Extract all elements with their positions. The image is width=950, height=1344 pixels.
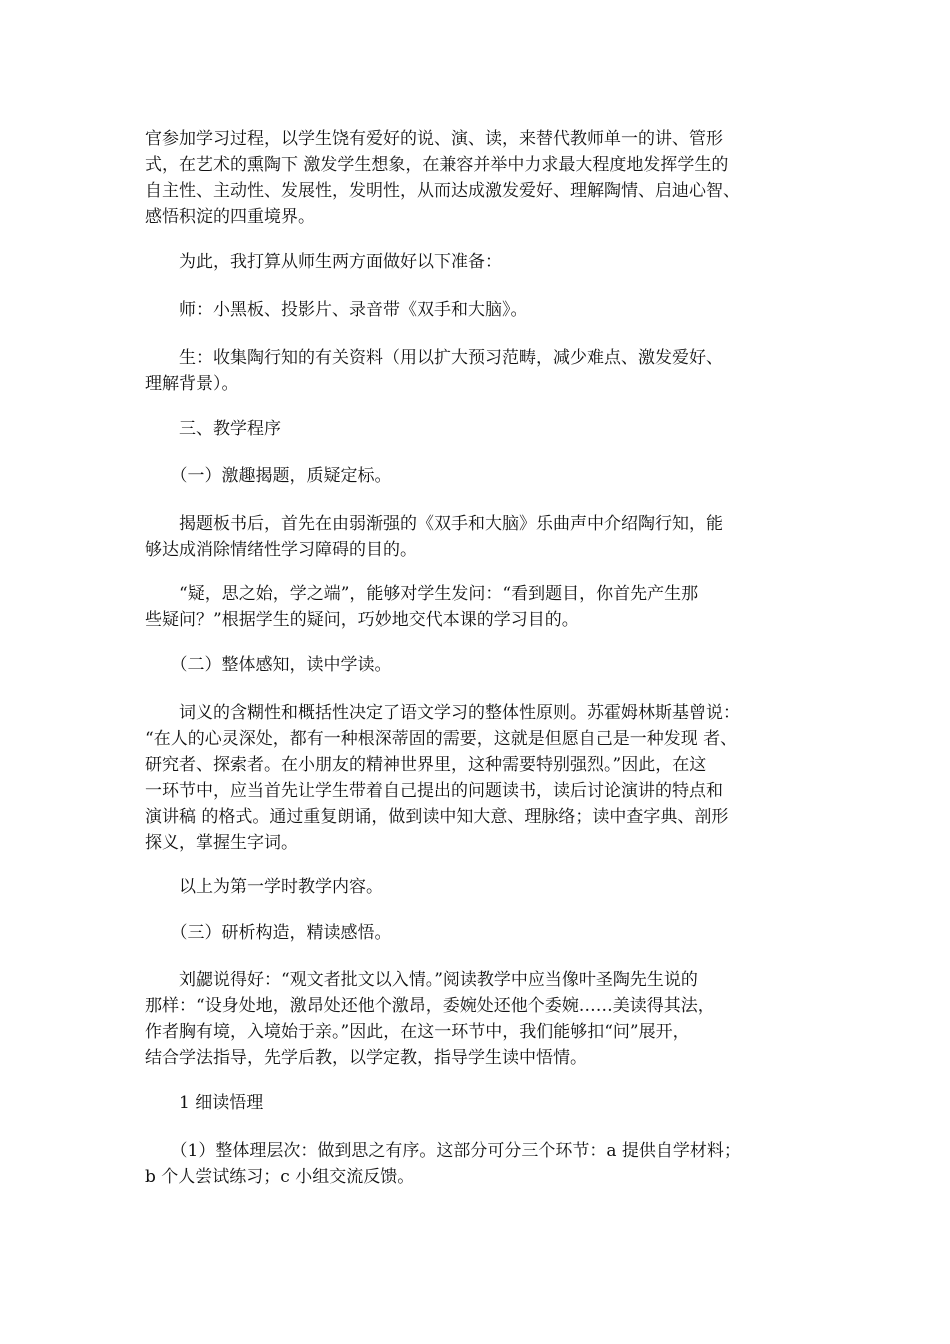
text-line: 官参加学习过程，以学生饶有爱好的说、演、读，来替代教师单一的讲、管形 [145, 129, 723, 149]
text-line: （三）研析构造，精读感悟。 [145, 923, 392, 943]
paragraph-teacher-prep [145, 297, 825, 323]
subheading-1 [145, 1090, 825, 1116]
text-line: 作者胸有境，入境始于亲。”因此，在这一环节中，我们能够扣“问”展开， [145, 1022, 690, 1042]
text-line: 1 细读悟理 [145, 1093, 264, 1113]
text-line: “疑，思之始，学之端”，能够对学生发问：“看到题目，你首先产生那 [145, 584, 699, 604]
text-line: 结合学法指导，先学后教，以学定教，指导学生读中悟情。 [145, 1048, 587, 1068]
text-line: 一环节中，应当首先让学生带着自己提出的问题读书，读后讨论演讲的特点和 [145, 781, 723, 801]
text-line: 探义，掌握生字词。 [145, 833, 298, 853]
text-line: 师：小黑板、投影片、录音带《双手和大脑》。 [145, 300, 528, 320]
paragraph-preparation-intro [145, 249, 825, 275]
text-line: b 个人尝试练习；c 小组交流反馈。 [145, 1167, 415, 1187]
paragraph-student-prep [145, 345, 825, 397]
section-heading-teaching-procedure [145, 416, 825, 442]
text-line: 研究者、探索者。在小朋友的精神世界里，这种需要特别强烈。”因此，在这 [145, 755, 707, 775]
text-line: 理解背景）。 [145, 374, 239, 394]
text-line: 以上为第一学时教学内容。 [145, 877, 383, 897]
text-line: 生：收集陶行知的有关资料（用以扩大预习范畴，减少难点、激发爱好、 [145, 348, 723, 368]
paragraph-step-1-question [145, 581, 825, 633]
text-line: 揭题板书后，首先在由弱渐强的《双手和大脑》乐曲声中介绍陶行知，能 [145, 514, 723, 534]
text-line: 演讲稿 的格式。通过重复朗诵，做到读中知大意、理脉络；读中查字典、剖形 [145, 807, 729, 827]
text-line: 三、教学程序 [145, 419, 281, 439]
text-line: （一）激趣揭题，质疑定标。 [145, 466, 392, 486]
text-line: 些疑问？”根据学生的疑问，巧妙地交代本课的学习目的。 [145, 610, 579, 630]
text-line: “在人的心灵深处，都有一种根深蒂固的需要，这就是但愿自己是一种发现 者、 [145, 729, 738, 749]
text-line: （二）整体感知，读中学读。 [145, 655, 392, 675]
text-line: （1）整体理层次：做到思之有序。这部分可分三个环节：a 提供自学材料； [145, 1141, 741, 1161]
text-line: 自主性、主动性、发展性，发明性，从而达成激发爱好、理解陶情、启迪心智、 [145, 181, 740, 201]
step-heading-3 [145, 920, 825, 946]
paragraph-step-2-body [145, 700, 825, 856]
text-line: 那样：“设身处地，激昂处还他个激昂，委婉处还他个委婉……美读得其法， [145, 996, 715, 1016]
paragraph-intro-continuation [145, 126, 825, 230]
text-line: 够达成消除情绪性学习障碍的目的。 [145, 540, 417, 560]
text-line: 感悟积淀的四重境界。 [145, 207, 315, 227]
paragraph-step-1-intro [145, 511, 825, 563]
step-heading-1 [145, 463, 825, 489]
paragraph-step-3-body [145, 967, 825, 1071]
paragraph-first-lesson-end [145, 874, 825, 900]
paragraph-sub-1-body [145, 1138, 825, 1190]
text-line: 式，在艺术的熏陶下 激发学生想象，在兼容并举中力求最大程度地发挥学生的 [145, 155, 729, 175]
step-heading-2 [145, 652, 825, 678]
text-line: 为此，我打算从师生两方面做好以下准备： [145, 252, 502, 272]
text-line: 刘勰说得好：“观文者批文以入情。”阅读教学中应当像叶圣陶先生说的 [145, 970, 698, 990]
text-line: 词义的含糊性和概括性决定了语文学习的整体性原则。苏霍姆林斯基曾说： [145, 703, 740, 723]
